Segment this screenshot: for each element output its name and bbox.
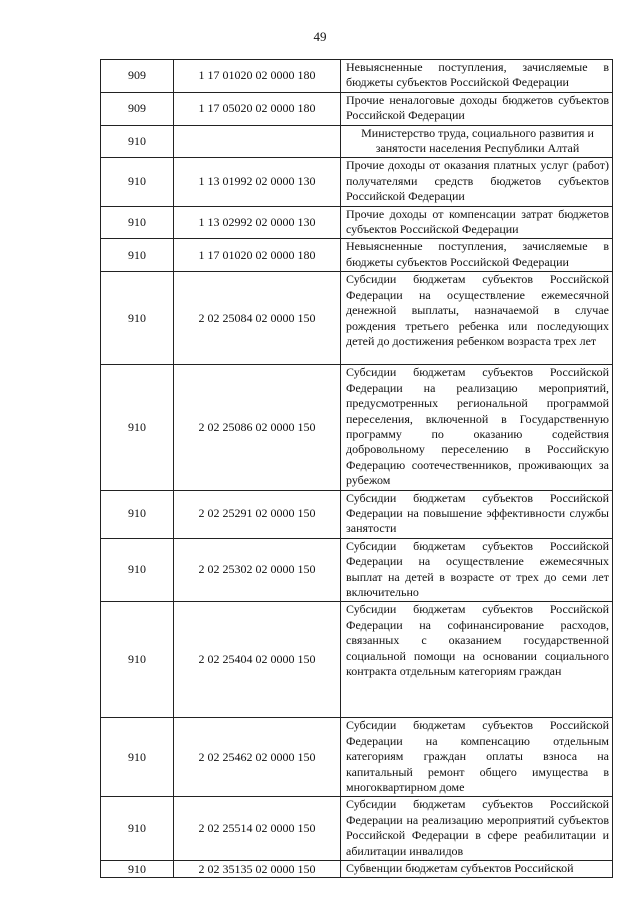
admin-code-cell: 910 xyxy=(101,365,174,490)
revenue-name-cell: Невыясненные поступления, зачисляемые в бюджеты субъектов Российской Федерации xyxy=(341,60,613,93)
table-row xyxy=(101,718,613,797)
revenue-name-cell: Субсидии бюджетам субъектов Российской Федерации на повышение эффективности службы занятости xyxy=(341,490,613,538)
admin-code-cell: 910 xyxy=(101,272,174,365)
table-row xyxy=(101,490,613,538)
revenue-code-cell: 2 02 25086 02 0000 150 xyxy=(174,365,341,490)
revenue-code-cell: 1 13 02992 02 0000 130 xyxy=(174,206,341,239)
revenue-name-cell: Субсидии бюджетам субъектов Российской Федерации на осуществление ежемесячных выплат на детей в возрасте от трех до семи лет включительно xyxy=(341,538,613,602)
revenue-name-cell: Прочие неналоговые доходы бюджетов субъектов Российской Федерации xyxy=(341,92,613,125)
table-row xyxy=(101,272,613,365)
table-row xyxy=(101,60,613,93)
table-row xyxy=(101,538,613,602)
revenue-name-cell: Субвенции бюджетам субъектов Российской xyxy=(341,861,613,878)
admin-code-cell: 910 xyxy=(101,239,174,272)
table-row xyxy=(101,158,613,206)
table-row xyxy=(101,602,613,718)
admin-code-cell: 910 xyxy=(101,538,174,602)
table-row xyxy=(101,797,613,861)
revenue-code-cell xyxy=(174,125,341,158)
revenue-name-cell: Прочие доходы от компенсации затрат бюджетов субъектов Российской Федерации xyxy=(341,206,613,239)
admin-code-cell: 910 xyxy=(101,158,174,206)
table-body xyxy=(101,60,613,878)
revenue-name-cell: Субсидии бюджетам субъектов Российской Федерации на реализацию мероприятий, предусмотренных региональной программой переселения, включенной в Государственную программу по оказанию содействия добровольному переселению в Российскую Федерацию соотечественников, проживающих за рубежом xyxy=(341,365,613,490)
table-row xyxy=(101,239,613,272)
admin-code-cell: 910 xyxy=(101,206,174,239)
revenue-code-cell: 1 17 01020 02 0000 180 xyxy=(174,60,341,93)
table-row xyxy=(101,365,613,490)
admin-code-cell: 910 xyxy=(101,602,174,718)
revenue-name-cell: Субсидии бюджетам субъектов Российской Федерации на софинансирование расходов, связанных с оказанием государственной социальной помощи на основании социального контракта отдельным категориям граждан xyxy=(341,602,613,718)
admin-code-cell: 910 xyxy=(101,718,174,797)
table-row xyxy=(101,92,613,125)
admin-code-cell: 910 xyxy=(101,861,174,878)
revenue-code-cell: 1 17 05020 02 0000 180 xyxy=(174,92,341,125)
table-row xyxy=(101,861,613,878)
admin-code-cell: 910 xyxy=(101,490,174,538)
table-row xyxy=(101,125,613,158)
revenue-code-cell: 2 02 25404 02 0000 150 xyxy=(174,602,341,718)
admin-code-cell: 909 xyxy=(101,92,174,125)
revenue-name-cell: Министерство труда, социального развития и занятости населения Республики Алтай xyxy=(341,125,613,158)
page-number: 49 xyxy=(313,29,327,44)
revenue-code-cell: 2 02 25462 02 0000 150 xyxy=(174,718,341,797)
revenue-name-cell: Невыясненные поступления, зачисляемые в бюджеты субъектов Российской Федерации xyxy=(341,239,613,272)
revenue-code-cell: 1 17 01020 02 0000 180 xyxy=(174,239,341,272)
revenue-name-cell: Прочие доходы от оказания платных услуг (работ) получателями средств бюджетов субъектов Российской Федерации xyxy=(341,158,613,206)
revenue-name-cell: Субсидии бюджетам субъектов Российской Федерации на реализацию мероприятий субъектов Российской Федерации в сфере реабилитации и абилитации инвалидов xyxy=(341,797,613,861)
revenue-code-cell: 2 02 35135 02 0000 150 xyxy=(174,861,341,878)
revenue-name-cell: Субсидии бюджетам субъектов Российской Федерации на осуществление ежемесячной денежной выплаты, назначаемой в случае рождения третьего ребенка или последующих детей до достижения ребенком возраста трех лет xyxy=(341,272,613,365)
revenue-name-cell: Субсидии бюджетам субъектов Российской Федерации на компенсацию отдельным категориям граждан оплаты взноса на капитальный ремонт общего имущества в многоквартирном доме xyxy=(341,718,613,797)
budget-revenue-table xyxy=(100,59,613,878)
admin-code-cell: 910 xyxy=(101,125,174,158)
admin-code-cell: 909 xyxy=(101,60,174,93)
revenue-code-cell: 1 13 01992 02 0000 130 xyxy=(174,158,341,206)
revenue-code-cell: 2 02 25084 02 0000 150 xyxy=(174,272,341,365)
admin-code-cell: 910 xyxy=(101,797,174,861)
table-row xyxy=(101,206,613,239)
revenue-code-cell: 2 02 25291 02 0000 150 xyxy=(174,490,341,538)
revenue-code-cell: 2 02 25302 02 0000 150 xyxy=(174,538,341,602)
revenue-code-cell: 2 02 25514 02 0000 150 xyxy=(174,797,341,861)
